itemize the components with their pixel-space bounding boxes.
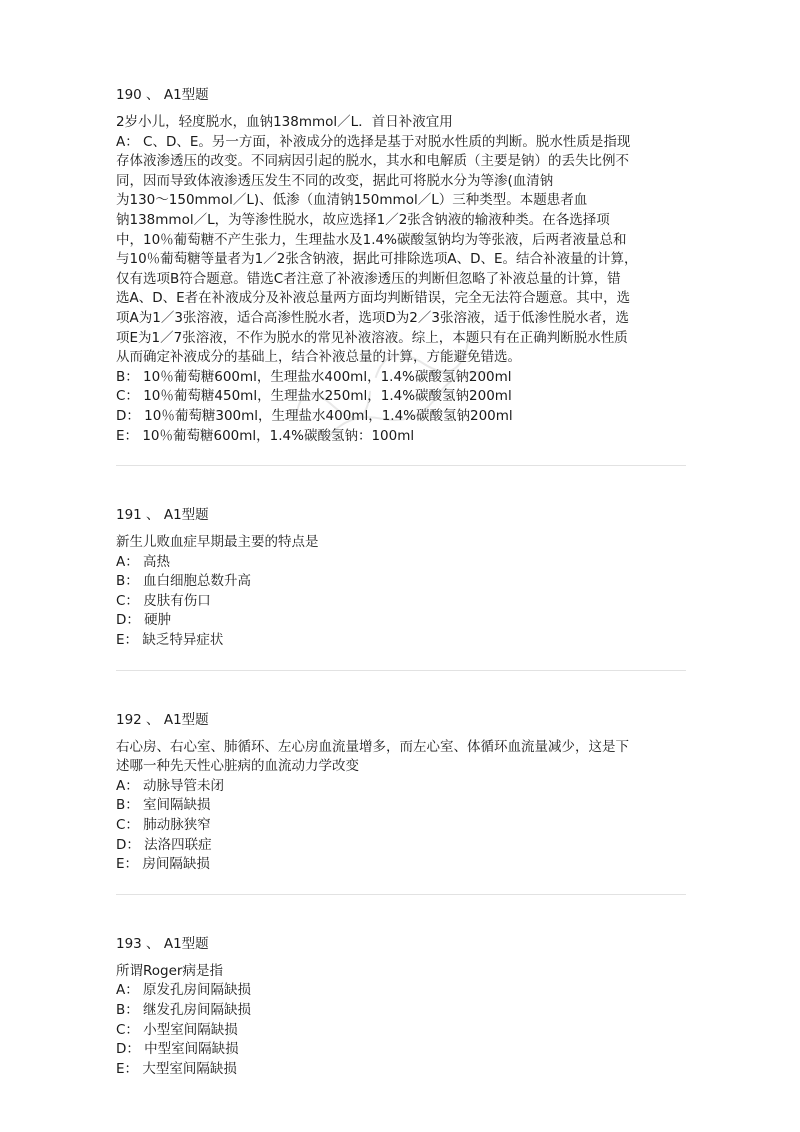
option-d: D： 硬肿 — [116, 612, 172, 629]
question-stem: 新生儿败血症早期最主要的特点是 — [116, 534, 319, 551]
option-c: C： 肺动脉狭窄 — [116, 817, 211, 834]
question-header: 191 、 A1型题 — [116, 507, 209, 524]
answer-explanation — [116, 133, 686, 368]
question-191 — [116, 506, 686, 651]
question-header: 192 、 A1型题 — [116, 711, 209, 728]
answer-line: A： C、D、E。另一方面，补液成分的选择是基于对脱水性质的判断。脱水性质是指现 — [116, 133, 631, 150]
question-stem: 所谓Roger病是指 — [116, 962, 223, 979]
option-e: E： 大型室间隔缺损 — [116, 1060, 237, 1077]
answer-line: 中，10％葡萄糖不产生张力，生理盐水及1.4%碳酸氢钠均为等张液，后两者液量总和 — [116, 231, 627, 248]
option-b: B： 血白细胞总数升高 — [116, 573, 252, 590]
answer-line: 仅有选项B符合题意。错选C者注意了补液渗透压的判断但忽略了补液总量的计算，错 — [116, 270, 621, 287]
option-c: C： 皮肤有伤口 — [116, 592, 211, 609]
question-header: 193 、 A1型题 — [116, 935, 209, 952]
option-c: C： 小型室间隔缺损 — [116, 1021, 238, 1038]
option-list — [116, 368, 686, 446]
option-d: D： 10％葡萄糖300ml，生理盐水400ml，1.4%碳酸氢钠200ml — [116, 407, 513, 424]
answer-line: 从而确定补液成分的基础上，结合补液总量的计算，方能避免错选。 — [116, 349, 521, 366]
answer-line: 为130～150mmol／L)、低渗（血清钠150mmol／L）三种类型。本题患者血 — [116, 192, 588, 209]
answer-line: 选A、D、E者在补液成分及补液总量两方面均判断错误，完全无法符合题意。其中，选 — [116, 290, 631, 307]
question-192 — [116, 711, 686, 875]
option-list — [116, 553, 686, 651]
answer-line: 项E为1／7张溶液，不作为脱水的常见补液溶液。综上，本题只有在正确判断脱水性质 — [116, 329, 628, 346]
option-list — [116, 777, 686, 875]
option-e: E： 10％葡萄糖600ml，1.4%碳酸氢钠：100ml — [116, 427, 415, 444]
option-c: C： 10％葡萄糖450ml，生理盐水250ml，1.4%碳酸氢钠200ml — [116, 388, 512, 405]
document-page — [116, 86, 686, 1079]
option-a: A： 动脉导管未闭 — [116, 777, 225, 794]
option-d: D： 中型室间隔缺损 — [116, 1041, 239, 1058]
question-stem-line: 右心房、右心室、肺循环、左心房血流量增多，而左心室、体循环血流量减少，这是下 — [116, 738, 629, 755]
option-e: E： 缺乏特异症状 — [116, 632, 224, 649]
question-190 — [116, 86, 686, 446]
answer-line: 与10％葡萄糖等量者为1／2张含钠液，据此可排除选项A、D、E。结合补液量的计算， — [116, 251, 638, 268]
question-193 — [116, 935, 686, 1080]
question-stem: 2岁小儿，轻度脱水，血钠138mmol／L．首日补液宜用 — [116, 114, 453, 130]
option-a: A： 高热 — [116, 553, 171, 570]
question-stem-line: 述哪一种先天性心脏病的血流动力学改变 — [116, 758, 359, 775]
option-b: B： 继发孔房间隔缺损 — [116, 1002, 252, 1018]
answer-line: 项A为1／3张溶液，适合高渗性脱水者，选项D为2／3张溶液，适于低渗性脱水者，选 — [116, 309, 629, 326]
answer-line: 存体液渗透压的改变。不同病因引起的脱水，其水和电解质（主要是钠）的丢失比例不 — [116, 153, 629, 170]
option-e: E： 房间隔缺损 — [116, 856, 210, 873]
option-list — [116, 981, 686, 1079]
option-b: B： 室间隔缺损 — [116, 797, 211, 814]
answer-line: 同，因而导致体液渗透压发生不同的改变，据此可将脱水分为等渗(血清钠 — [116, 172, 554, 189]
question-header: 190 、 A1型题 — [116, 87, 209, 103]
answer-line: 钠138mmol／L，为等渗性脱水，故应选择1／2张含钠液的输液种类。在各选择项 — [116, 211, 610, 228]
option-d: D： 法洛四联症 — [116, 836, 212, 853]
option-a: A： 原发孔房间隔缺损 — [116, 982, 252, 999]
option-b: B： 10％葡萄糖600ml，生理盐水400ml，1.4%碳酸氢钠200ml — [116, 368, 512, 385]
